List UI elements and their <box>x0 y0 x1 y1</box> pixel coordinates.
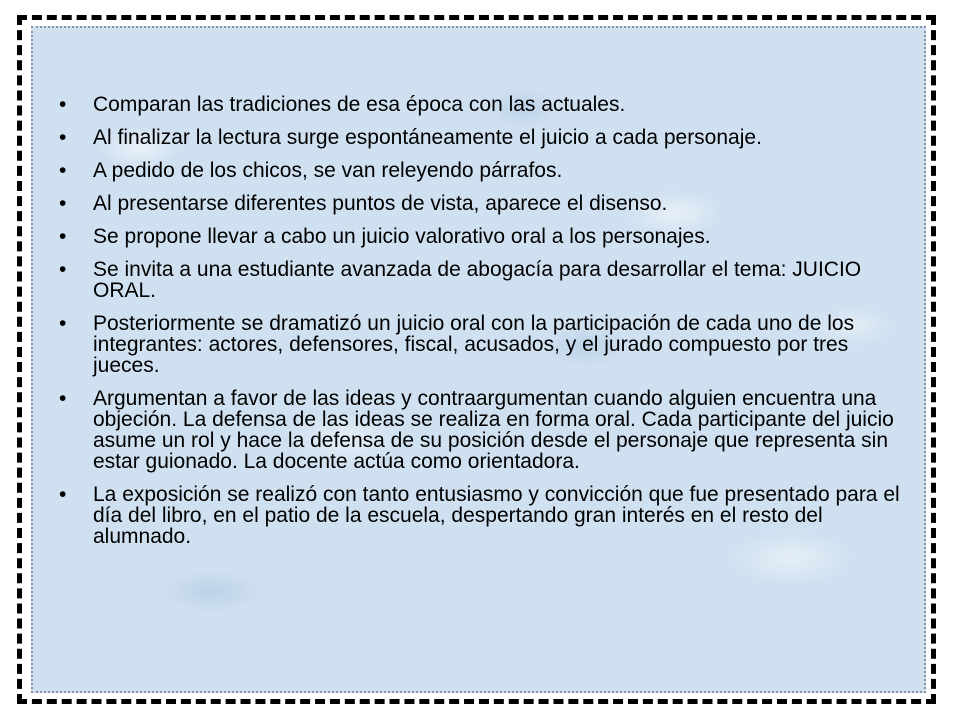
list-item-text: Se invita a una estudiante avanzada de abogacía para desarrollar el tema: JUICIO ORAL. <box>93 258 862 302</box>
list-item-text: Argumentan a favor de las ideas y contraargumentan cuando alguien encuentra una objeción. La defensa de las ideas se realiza en forma oral. Cada participante del juicio asume un rol y hace la defensa de su posición desde el personaje que representa sin estar guionado. La docente actúa como orientadora. <box>93 387 894 473</box>
bullet-icon: • <box>59 387 67 410</box>
list-item <box>57 226 907 247</box>
bullet-icon: • <box>59 126 67 149</box>
list-item <box>57 160 907 181</box>
list-item-text: A pedido de los chicos, se van releyendo párrafos. <box>93 159 563 182</box>
list-item <box>57 193 907 214</box>
bullet-icon: • <box>59 192 67 215</box>
bullet-icon: • <box>59 258 67 281</box>
list-item <box>57 313 907 376</box>
list-item-text: La exposición se realizó con tanto entusiasmo y convicción que fue presentado para el día del libro, en el patio de la escuela, despertando gran interés en el resto del alumnado. <box>93 483 900 548</box>
bullet-icon: • <box>59 312 67 335</box>
list-item-text: Posteriormente se dramatizó un juicio oral con la participación de cada uno de los integrantes: actores, defensores, fiscal, acusados, y el jurado compuesto por tres jueces. <box>93 312 855 377</box>
bullet-icon: • <box>59 93 67 116</box>
list-item-text: Comparan las tradiciones de esa época con las actuales. <box>93 93 626 116</box>
list-item <box>57 259 907 301</box>
list-item <box>57 127 907 148</box>
bullet-icon: • <box>59 483 67 506</box>
list-item-text: Al presentarse diferentes puntos de vista, aparece el disenso. <box>93 192 668 215</box>
bullet-icon: • <box>59 225 67 248</box>
bullet-list <box>57 94 907 559</box>
list-item <box>57 388 907 472</box>
list-item <box>57 94 907 115</box>
bullet-icon: • <box>59 159 67 182</box>
list-item-text: Al finalizar la lectura surge espontáneamente el juicio a cada personaje. <box>93 126 762 149</box>
list-item <box>57 484 907 547</box>
list-item-text: Se propone llevar a cabo un juicio valorativo oral a los personajes. <box>93 225 711 248</box>
